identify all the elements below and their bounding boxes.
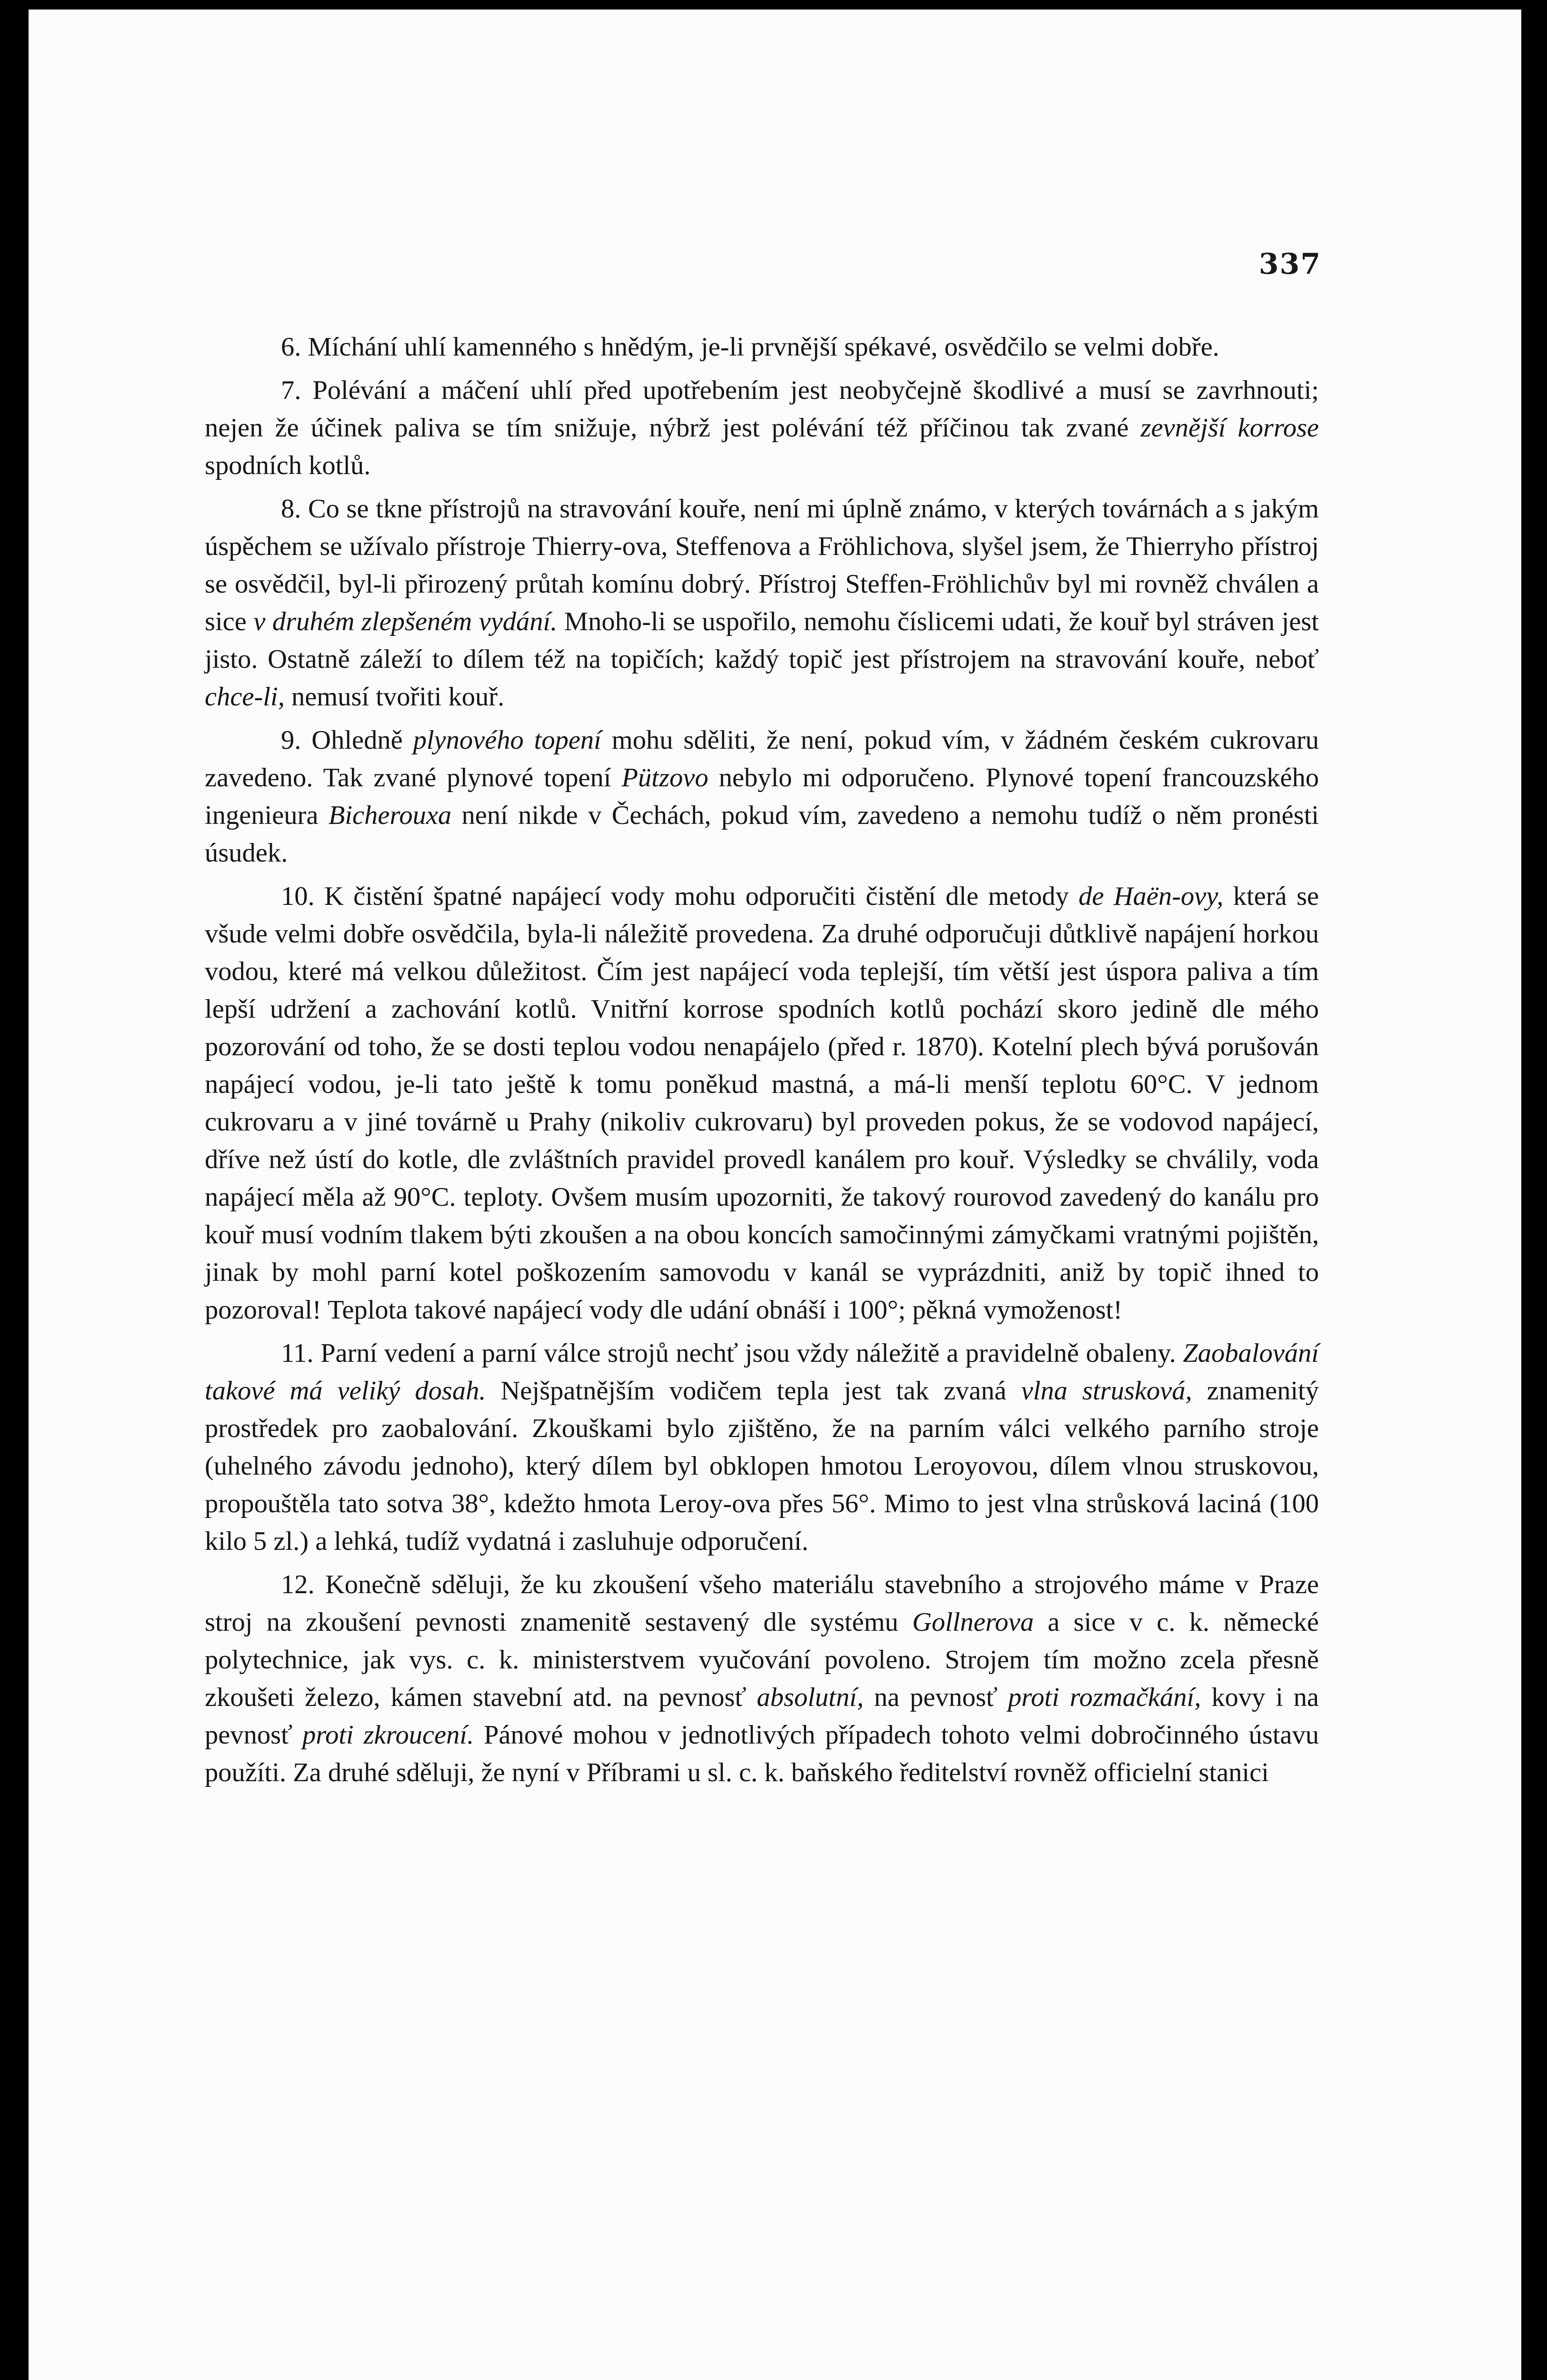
- text-run: K čistění špatné napájecí vody mohu odporučiti čistění dle metody: [314, 882, 1079, 911]
- paragraph-number: 12.: [281, 1570, 315, 1599]
- paragraph-number: 7.: [281, 376, 301, 405]
- text-run: znamenitý prostředek pro zaobalování. Zkouškami bylo zjištěno, že na parním válci velkého parního stroje (uhelného závodu jednoho), který dílem byl obklopen hmotou Leroyovou, dílem vlnou struskovou, propouštěla tato sotva 38°, kdežto hmota Leroy-ova přes 56°. Mimo to jest vlna strůsková laciná (100 kilo 5 zl.) a lehká, tudíž vydatná i zasluhuje odporučení.: [205, 1376, 1319, 1556]
- paragraph-7: [205, 372, 1319, 485]
- italic-phrase: Bicherouxa: [328, 801, 452, 830]
- text-run: mohu sděliti, že není, pokud vím, v žádném českém cukrovaru zavedeno. Tak zvané plynové topení: [205, 725, 1319, 793]
- italic-phrase: zevnější korrose: [1140, 413, 1319, 443]
- text-run: nemusí tvořiti kouř.: [284, 682, 505, 712]
- paragraph-11: [205, 1335, 1319, 1560]
- italic-phrase: vlna strusková,: [1021, 1376, 1192, 1406]
- text-run: Mnoho-li se uspořilo, nemohu číslicemi udati, že kouř byl stráven jest jisto. Ostatně záleží to dílem též na topičích; každý topič jest přístrojem na stravování kouře, neboť: [205, 607, 1319, 674]
- text-run: která se všude velmi dobře osvědčila, byla-li náležitě provedena. Za druhé odporučuji důtklivě napájení horkou vodou, které má velkou důležitost. Čím jest napájecí voda teplejší, tím větší jest úspora paliva a tím lepší udržení a zachování kotlů. Vnitřní korrose spodních kotlů pochází skoro jedině dle mého pozorování od toho, že se dosti teplou vodou nenapájelo (před r. 1870). Kotelní plech bývá porušován napájecí vodou, je-li tato ještě k tomu poněkud mastná, a má-li menší teplotu 60°C. V jednom cukrovaru a v jiné továrně u Prahy (nikoliv cukrovaru) byl proveden pokus, že se vodovod napájecí, dříve než ústí do kotle, dle zvláštních pravidel provedl kanálem pro kouř. Výsledky se chválily, voda napájecí měla až 90°C. teploty. Ovšem musím upozorniti, že takový rourovod zavedený do kanálu pro kouř musí vodním tlakem býti zkoušen a na obou koncích samočinnými zámyčkami vratnými pojištěn, jinak by mohl parní kotel poškozením samovodu v kanál se vyprázdniti, aniž by topič ihned to pozoroval! Teplota takové napájecí vody dle udání obnáší i 100°; pěkná vymoženost!: [205, 882, 1319, 1325]
- text-run: Ohledně: [301, 725, 413, 755]
- body-text: [205, 328, 1319, 1797]
- italic-phrase: absolutní,: [757, 1683, 864, 1712]
- paragraph-number: 6.: [281, 332, 301, 362]
- text-run: Konečně sděluji, že ku zkoušení všeho materiálu stavebního a strojového máme v Praze stroj na zkoušení pevnosti znamenitě sestavený dle systému: [205, 1570, 1319, 1637]
- italic-phrase: proti rozmačkání,: [1008, 1683, 1201, 1712]
- page-number: 337: [1258, 248, 1321, 281]
- text-run: spodních kotlů.: [205, 451, 371, 480]
- text-run: Míchání uhlí kamenného s hnědým, je-li prvnější spékavé, osvědčilo se velmi dobře.: [301, 332, 1219, 362]
- text-run: na pevnosť: [863, 1683, 1008, 1712]
- text-run: Nejšpatnějším vodičem tepla jest tak zvaná: [486, 1376, 1021, 1406]
- paragraph-10: [205, 878, 1319, 1329]
- text-run: a sice v c. k. německé polytechnice, jak vys. c. k. ministerstvem vyučování povoleno. Strojem tím možno zcela přesně zkoušeti železo, kámen stavební atd. na pevnosť: [205, 1607, 1319, 1712]
- italic-phrase: proti zkroucení.: [302, 1720, 474, 1750]
- paragraph-6: [205, 328, 1319, 366]
- italic-phrase: plynového topení: [413, 725, 601, 755]
- italic-phrase: Pützovo: [621, 763, 709, 793]
- italic-phrase: v druhém zlepšeném vydání.: [253, 607, 558, 636]
- text-run: nebylo mi odporučeno. Plynové topení francouzského ingenieura: [205, 763, 1319, 830]
- italic-phrase: de Haën-ovy,: [1078, 882, 1224, 911]
- text-run: Pánové mohou v jednotlivých případech tohoto velmi dobročinného ústavu použíti. Za druhé sděluji, že nyní v Příbrami u sl. c. k. baňského ředitelství rovněž officielní stanici: [205, 1720, 1319, 1787]
- paragraph-9: [205, 722, 1319, 872]
- text-run: Parní vedení a parní válce strojů nechť jsou vždy náležitě a pravidelně obaleny.: [313, 1339, 1183, 1368]
- paragraph-8: [205, 490, 1319, 716]
- text-run: Co se tkne přístrojů na stravování kouře, není mi úplně známo, v kterých továrnách a s jakým úspěchem se užívalo přístroje Thierry-ova, Steffenova a Fröhlichova, slyšel jsem, že Thierryho přístroj se osvědčil, byl-li přirozený průtah komínu dobrý. Přístroj Steffen-Fröhlichův byl mi rovněž chválen a sice: [205, 494, 1319, 636]
- paragraph-number: 10.: [281, 882, 315, 911]
- paragraph-number: 11.: [281, 1339, 314, 1368]
- paragraph-12: [205, 1566, 1319, 1792]
- italic-phrase: chce-li,: [205, 682, 285, 712]
- text-run: Polévání a máčení uhlí před upotřebením jest neobyčejně škodlivé a musí se zavrhnouti; nejen že účinek paliva se tím snižuje, nýbrž jest polévání též příčinou tak zvané: [205, 376, 1319, 443]
- text-run: není nikde v Čechách, pokud vím, zavedeno a nemohu tudíž o něm pronésti úsudek.: [205, 801, 1319, 868]
- italic-phrase: Zaobalování takové má veliký dosah.: [205, 1339, 1319, 1406]
- paragraph-number: 9.: [281, 725, 301, 755]
- text-run: kovy i na pevnosť: [205, 1683, 1319, 1750]
- italic-phrase: Gollnerova: [912, 1607, 1034, 1637]
- paragraph-number: 8.: [281, 494, 301, 524]
